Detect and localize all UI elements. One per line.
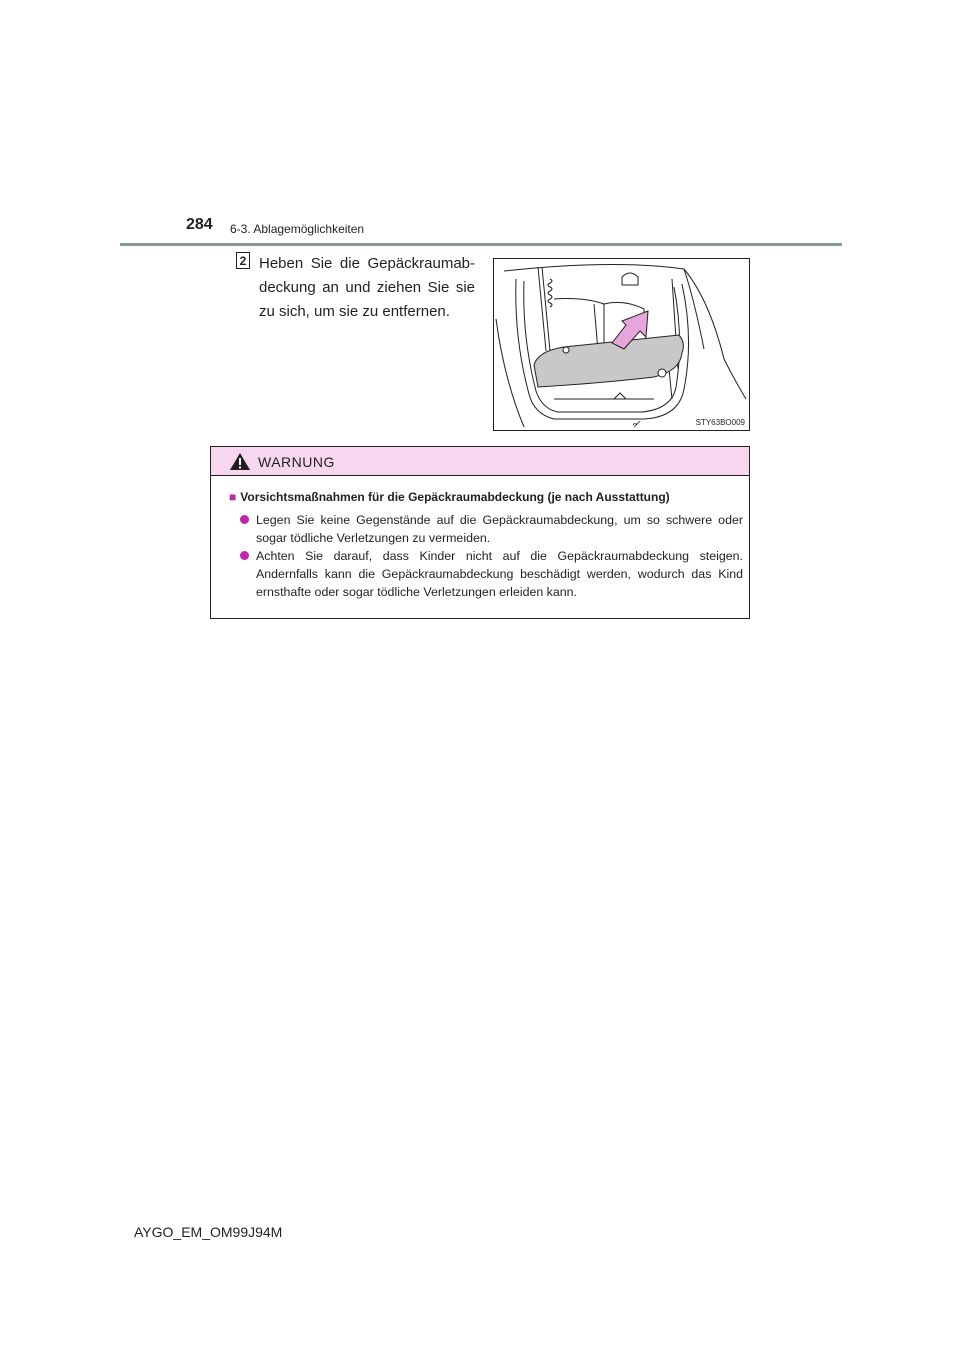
- trunk-illustration: [494, 259, 749, 430]
- section-title: 6-3. Ablagemöglichkeiten: [230, 222, 365, 236]
- warning-title: WARNUNG: [258, 454, 335, 470]
- round-bullet-icon: [240, 551, 249, 560]
- warning-item: [240, 511, 743, 547]
- warning-item-text: Legen Sie keine Gegenstände auf die Gepäckraumabdeckung, um so schwere oder sogar tödliche Verletzungen zu vermeiden.: [256, 513, 743, 545]
- warning-heading: [229, 490, 670, 504]
- warning-triangle-icon: [229, 452, 251, 471]
- warning-item: [240, 547, 743, 601]
- warning-box: [210, 446, 750, 619]
- page-number: 284: [186, 216, 213, 233]
- step-badge: 2: [236, 252, 250, 269]
- illustration-luggage-cover: [493, 258, 750, 431]
- warning-heading-text: Vorsichtsmaßnahmen für die Gepäckraumabdeckung (je nach Ausstattung): [240, 490, 670, 504]
- figure-code: STY63BO009: [695, 418, 745, 427]
- warning-header: [211, 447, 749, 476]
- square-bullet-icon: ■: [229, 490, 237, 504]
- warning-item-text: Achten Sie darauf, dass Kinder nicht auf die Gepäckraumabdeckung steigen. Andernfalls kann die Gepäckraumabdeckung beschädigt werden, wodurch das Kind ernsthafte oder sogar tödliche Verletzungen erleiden kann.: [256, 549, 743, 599]
- step-instruction: Heben Sie die Gepäckraumab-deckung an und ziehen Sie sie zu sich, um sie zu entfernen.: [259, 255, 475, 320]
- round-bullet-icon: [240, 515, 249, 524]
- header-rule: [120, 243, 842, 246]
- document-code: AYGO_EM_OM99J94M: [134, 1224, 283, 1240]
